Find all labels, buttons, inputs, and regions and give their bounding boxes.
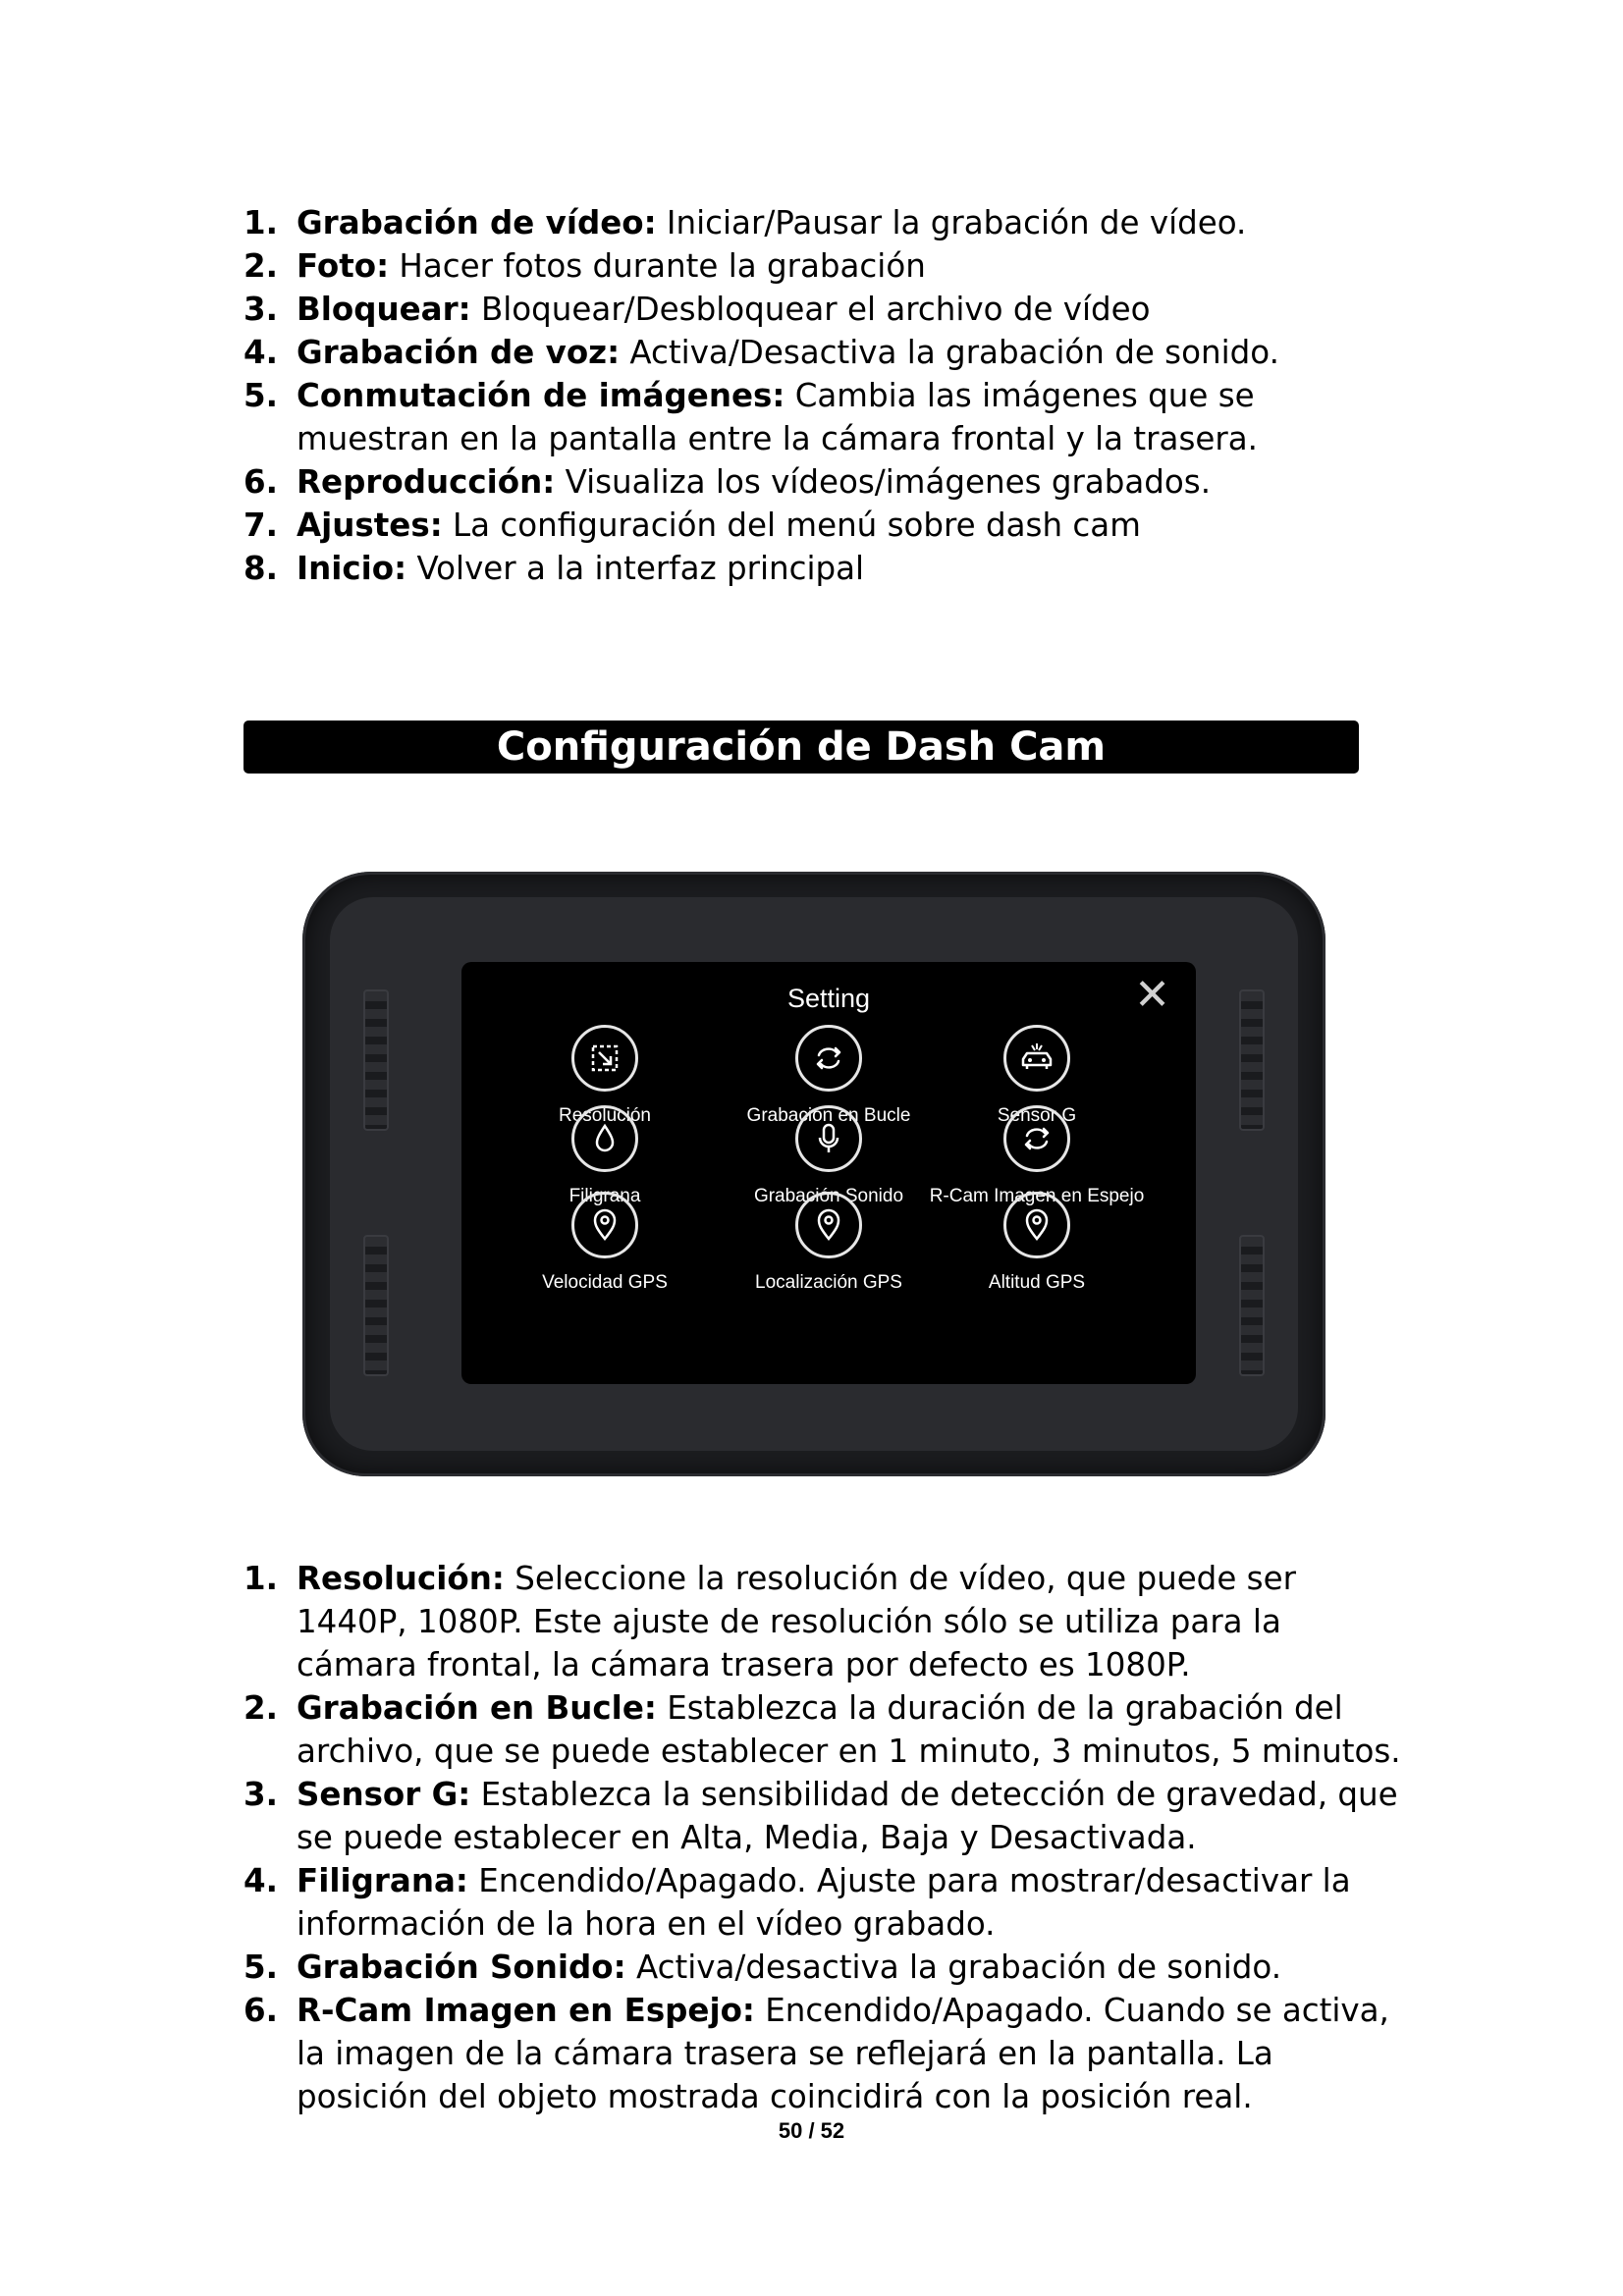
item-number: 4. xyxy=(243,1862,278,1899)
item-text: Encendido/Apagado. Cuando se activa, la imagen de la cámara trasera se reflejará en la pantalla. La posición del objeto mostrada coincidirá con la posición real. xyxy=(297,1992,1389,2115)
item-text: Activa/desactiva la grabación de sonido. xyxy=(625,1949,1282,1986)
item-term: R-Cam Imagen en Espejo: xyxy=(297,1992,755,2029)
item-number: 6. xyxy=(243,463,278,501)
item-term: Grabación de voz: xyxy=(297,334,621,371)
setting-label: Velocidad GPS xyxy=(542,1272,668,1293)
setting-label: R-Cam Imagen en Espejo xyxy=(929,1186,1145,1206)
list-item xyxy=(243,460,1402,504)
item-text: Cambia las imágenes que se muestran en la pantalla entre la cámara frontal y la trasera. xyxy=(297,377,1258,457)
item-term: Ajustes: xyxy=(297,507,443,544)
location-pin-icon xyxy=(571,1192,638,1258)
grip-right-bottom xyxy=(1239,1235,1265,1376)
location-pin-icon xyxy=(795,1192,862,1258)
item-number: 1. xyxy=(243,1560,278,1597)
list-item xyxy=(243,1557,1402,1686)
item-term: Reproducción: xyxy=(297,463,556,501)
list-item xyxy=(243,201,1402,244)
item-number: 5. xyxy=(243,1949,278,1986)
setting-label: Filigrana xyxy=(568,1186,641,1206)
item-number: 8. xyxy=(243,550,278,587)
page-number: 50 / 52 xyxy=(778,2118,845,2143)
setting-label: Altitud GPS xyxy=(988,1272,1086,1293)
item-term: Grabación de vídeo: xyxy=(297,204,657,241)
item-number: 5. xyxy=(243,377,278,414)
list-item xyxy=(243,1946,1402,1989)
setting-gps-speed[interactable] xyxy=(497,1192,713,1294)
item-number: 7. xyxy=(243,507,278,544)
item-text: Activa/Desactiva la grabación de sonido. xyxy=(620,334,1279,371)
list-item xyxy=(243,547,1402,590)
location-pin-icon xyxy=(1003,1192,1070,1258)
item-term: Inicio: xyxy=(297,550,407,587)
item-term: Bloquear: xyxy=(297,291,471,328)
item-term: Sensor G: xyxy=(297,1776,471,1813)
setting-gps-location[interactable] xyxy=(721,1192,937,1294)
item-number: 2. xyxy=(243,1689,278,1727)
grip-left-top xyxy=(363,989,389,1131)
list-item xyxy=(243,1686,1402,1773)
resolution-icon xyxy=(571,1025,638,1092)
item-number: 3. xyxy=(243,291,278,328)
item-number: 2. xyxy=(243,247,278,285)
item-number: 1. xyxy=(243,204,278,241)
mirror-loop-icon xyxy=(1003,1105,1070,1172)
screen-title: Setting xyxy=(786,984,871,1013)
grip-right-top xyxy=(1239,989,1265,1131)
item-number: 4. xyxy=(243,334,278,371)
list-item xyxy=(243,504,1402,547)
setting-label: Sensor G xyxy=(997,1105,1077,1126)
list-item xyxy=(243,1859,1402,1946)
setting-label: Localización GPS xyxy=(755,1272,902,1293)
item-text: Establezca la duración de la grabación del archivo, que se puede establecer en 1 minuto, 3 minutos, 5 minutos. xyxy=(297,1689,1401,1770)
list-item xyxy=(243,1773,1402,1859)
item-term: Filigrana: xyxy=(297,1862,468,1899)
list-item xyxy=(243,288,1402,331)
item-text: Establezca la sensibilidad de detección de gravedad, que se puede establecer en Alta, Media, Baja y Desactivada. xyxy=(297,1776,1398,1856)
item-text: Encendido/Apagado. Ajuste para mostrar/desactivar la información de la hora en el vídeo grabado. xyxy=(297,1862,1351,1943)
settings-description-list xyxy=(243,1557,1402,2118)
car-collision-icon xyxy=(1003,1025,1070,1092)
feature-list xyxy=(243,201,1402,590)
setting-label: Grabación en Bucle xyxy=(746,1105,911,1126)
item-term: Grabación en Bucle: xyxy=(297,1689,657,1727)
item-term: Grabación Sonido: xyxy=(297,1949,626,1986)
item-text: Bloquear/Desbloquear el archivo de vídeo xyxy=(470,291,1151,328)
section-header: Configuración de Dash Cam xyxy=(243,721,1359,774)
item-number: 3. xyxy=(243,1776,278,1813)
item-term: Conmutación de imágenes: xyxy=(297,377,785,414)
loop-icon xyxy=(795,1025,862,1092)
item-text: Seleccione la resolución de vídeo, que puede ser 1440P, 1080P. Este ajuste de resolución sólo se utiliza para la cámara frontal, la cámara trasera por defecto es 1080P. xyxy=(297,1560,1296,1683)
list-item xyxy=(243,244,1402,288)
item-text: Hacer fotos durante la grabación xyxy=(389,247,926,285)
list-item xyxy=(243,374,1402,460)
item-text: Iniciar/Pausar la grabación de vídeo. xyxy=(656,204,1247,241)
item-text: La configuración del menú sobre dash cam xyxy=(442,507,1141,544)
grip-left-bottom xyxy=(363,1235,389,1376)
setting-label: Grabación Sonido xyxy=(753,1186,904,1206)
item-term: Resolución: xyxy=(297,1560,505,1597)
item-term: Foto: xyxy=(297,247,390,285)
item-text: Volver a la interfaz principal xyxy=(406,550,865,587)
item-number: 6. xyxy=(243,1992,278,2029)
watermark-drop-icon xyxy=(571,1105,638,1172)
item-text: Visualiza los vídeos/imágenes grabados. xyxy=(555,463,1212,501)
list-item xyxy=(243,1989,1402,2118)
close-icon[interactable]: ✕ xyxy=(1134,971,1170,1019)
microphone-icon xyxy=(795,1105,862,1172)
settings-screen xyxy=(461,962,1196,1384)
setting-gps-altitude[interactable] xyxy=(929,1192,1145,1294)
setting-label: Resolución xyxy=(559,1105,651,1126)
list-item xyxy=(243,331,1402,374)
